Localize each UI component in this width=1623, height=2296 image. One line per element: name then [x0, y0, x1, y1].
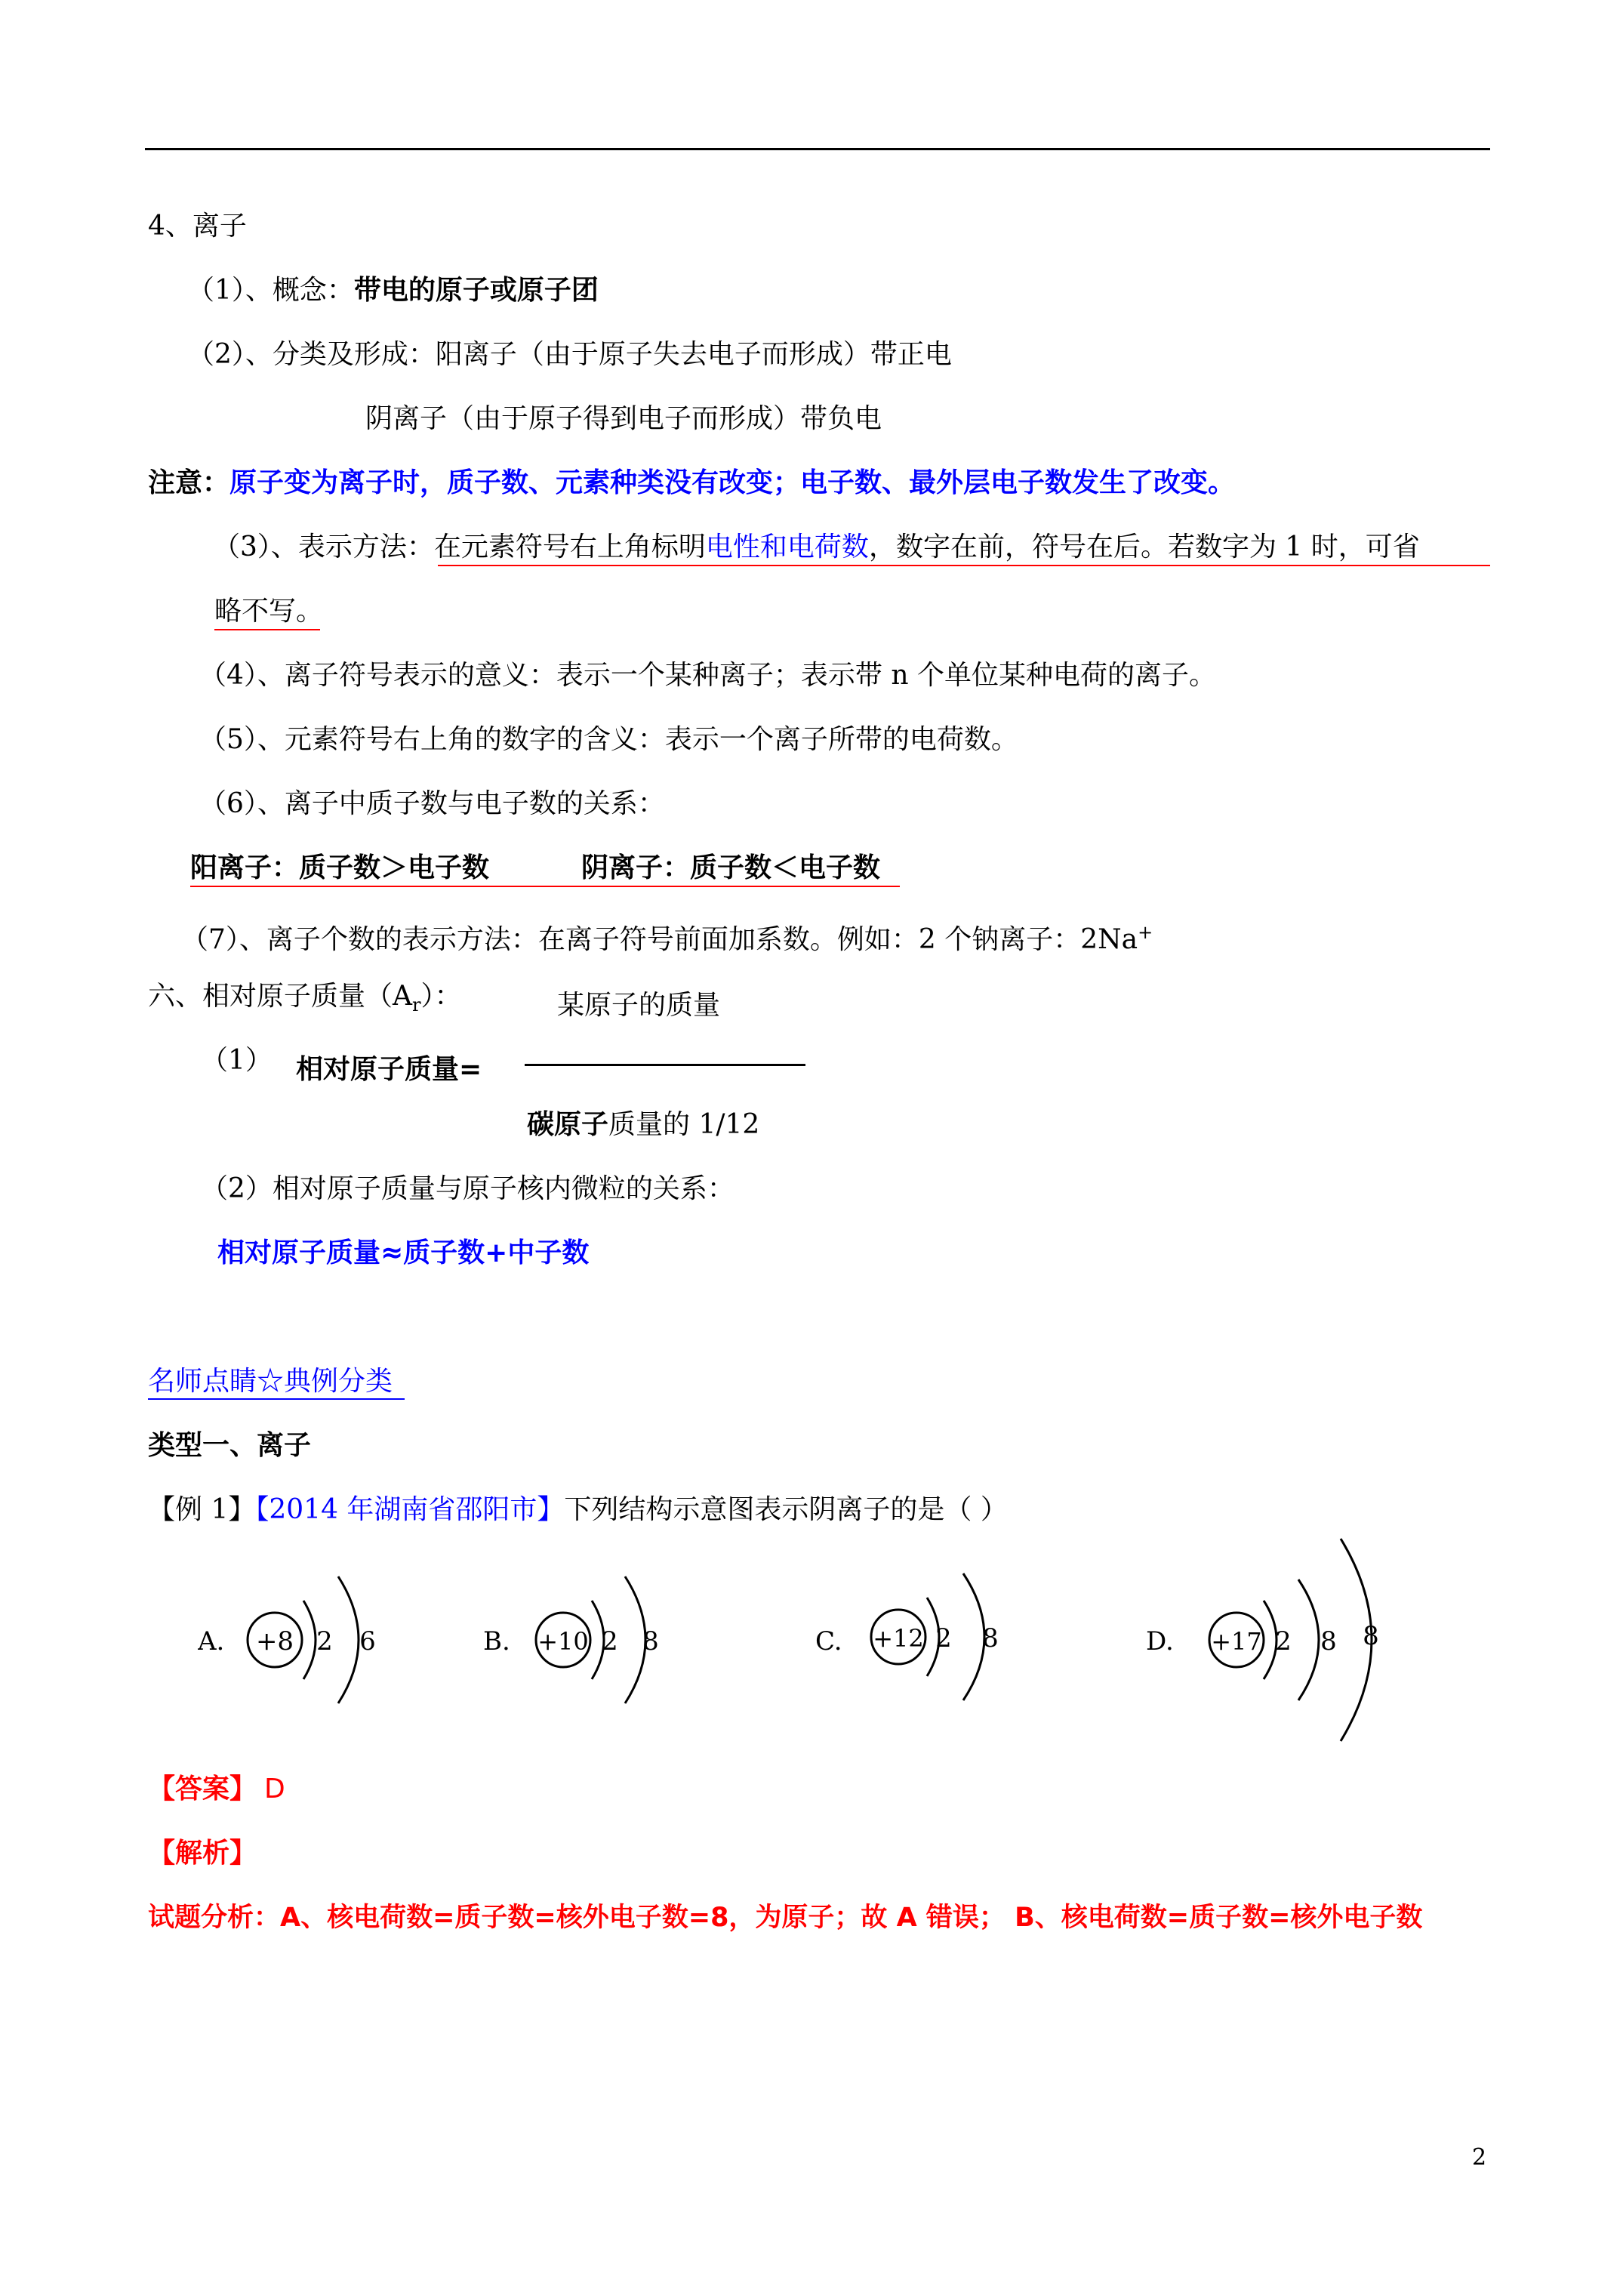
classification-label: （2）、分类及形成： — [187, 339, 436, 370]
nucleus-charge: +17 — [1211, 1627, 1262, 1656]
ion-count-text: （7）、离子个数的表示方法：在离子符号前面加系数。例如：2 个钠离子：2Na — [181, 924, 1138, 955]
section-6-title — [148, 980, 462, 1022]
notation-label: （3）、表示方法： — [213, 532, 434, 562]
shell-electrons: 8 — [642, 1626, 659, 1657]
classification-paragraph — [187, 338, 952, 371]
relation-heading: （2）相对原子质量与原子核内微粒的关系： — [201, 1173, 735, 1204]
notation-text-highlight: 电性和电荷数 — [705, 532, 869, 562]
option-c-svg — [815, 1548, 1042, 1729]
ion-symbol-meaning: （4）、离子符号表示的意义：表示一个某种离子；表示带 n 个单位某种电荷的离子。 — [199, 660, 1216, 691]
note-text: 原子变为离子时，质子数、元素种类没有改变；电子数、最外层电子数发生了改变。 — [229, 467, 1236, 498]
section-6-title-b: ）： — [420, 981, 462, 1012]
fraction-bar — [525, 1064, 805, 1066]
option-b-svg — [483, 1548, 710, 1729]
mingshi-underline — [148, 1398, 405, 1400]
option-label: D. — [1146, 1626, 1174, 1657]
option-label: B. — [483, 1626, 510, 1657]
cation-relation: 阳离子：质子数＞电子数 — [190, 852, 490, 883]
denominator-rest: 质量的 1/12 — [608, 1109, 760, 1140]
shell-arc — [1298, 1579, 1319, 1700]
shell-electrons: 6 — [359, 1626, 376, 1657]
anion-formation: 阴离子（由于原子得到电子而形成）带负电 — [365, 403, 882, 434]
concept-text: 带电的原子或原子团 — [353, 275, 599, 306]
concept-paragraph — [187, 274, 599, 307]
header-rule — [145, 148, 1490, 150]
example-1 — [148, 1493, 1008, 1527]
shell-electrons: 2 — [1275, 1626, 1292, 1657]
formula-numerator: 某原子的质量 — [557, 990, 721, 1021]
answer-value: D — [264, 1774, 285, 1804]
mingshi-heading[interactable]: 名师点睛☆典例分类 — [148, 1366, 393, 1397]
section-6-title-a: 六、相对原子质量（A — [148, 981, 412, 1012]
shell-electrons: 2 — [935, 1623, 952, 1653]
note-label: 注意： — [148, 467, 230, 498]
concept-label: （1）、概念： — [187, 275, 354, 306]
notation-paragraph — [213, 531, 1420, 564]
answer-line — [148, 1773, 285, 1806]
notation-text-c: ，数字在前，符号在后。若数字为 1 时，可省 — [868, 532, 1420, 562]
formula-item-label: （1） — [201, 1045, 273, 1076]
anion-relation: 阴离子：质子数＜电子数 — [581, 852, 881, 883]
notation-text-d: 略不写 — [214, 596, 297, 627]
shell-electrons: 8 — [1320, 1626, 1337, 1657]
example-source: 【2014 年湖南省邵阳市】 — [255, 1494, 565, 1525]
option-label: C. — [815, 1626, 842, 1657]
nucleus-charge: +8 — [255, 1626, 294, 1657]
shell-arc — [338, 1576, 359, 1703]
example-question: 下列结构示意图表示阴离子的是（ ） — [564, 1494, 1008, 1525]
section-6-sub: r — [412, 994, 421, 1016]
analysis-text: 试题分析：A、核电荷数=质子数=核外电子数=8，为原子；故 A 错误； B、核电荷数=质子数=核外电子数 — [148, 1903, 1423, 1933]
option-a-svg — [198, 1548, 424, 1729]
nucleus-charge: +10 — [537, 1627, 589, 1656]
type-1-heading: 类型一、离子 — [148, 1430, 312, 1461]
notation-text-a: 在元素符号右上角标明 — [433, 532, 706, 562]
option-d-diagram — [1146, 1533, 1418, 1752]
shell-electrons: 2 — [316, 1626, 333, 1657]
relation-underline — [190, 886, 900, 887]
ion-charge-sup: + — [1138, 922, 1153, 943]
section-4-title: 4、离子 — [148, 211, 247, 242]
notation-continuation-underline — [214, 629, 320, 630]
note-paragraph — [148, 467, 1235, 500]
option-b-diagram — [483, 1548, 710, 1729]
notation-underline — [438, 565, 1490, 566]
ion-count-notation — [181, 916, 1153, 957]
shell-arc — [303, 1601, 316, 1679]
option-a-diagram — [198, 1548, 424, 1729]
option-d-svg — [1146, 1533, 1418, 1752]
page-number: 2 — [1472, 2144, 1487, 2171]
superscript-meaning: （5）、元素符号右上角的数字的含义：表示一个离子所带的电荷数。 — [199, 724, 1018, 755]
formula-denominator — [527, 1108, 759, 1142]
notation-text-e: 。 — [296, 596, 324, 627]
nucleus-charge: +12 — [873, 1624, 924, 1653]
shell-electrons: 8 — [1363, 1621, 1379, 1651]
denominator-bold: 碳原子 — [527, 1109, 609, 1140]
cation-formation: 阳离子（由于原子失去电子而形成）带正电 — [435, 339, 952, 370]
example-prefix: 【例 1】 — [148, 1494, 256, 1525]
shell-electrons: 8 — [982, 1623, 999, 1653]
option-label: A. — [198, 1626, 225, 1657]
shell-arc — [963, 1573, 984, 1700]
formula-left: 相对原子质量= — [296, 1054, 482, 1085]
shell-electrons: 2 — [602, 1626, 618, 1657]
option-c-diagram — [815, 1548, 1042, 1729]
relative-mass-relation: 相对原子质量≈质子数+中子数 — [217, 1237, 590, 1268]
answer-label: 【答案】 — [148, 1774, 257, 1804]
proton-electron-relation: （6）、离子中质子数与电子数的关系： — [199, 788, 665, 819]
analysis-label: 【解析】 — [148, 1838, 257, 1869]
notation-continuation — [214, 595, 323, 628]
